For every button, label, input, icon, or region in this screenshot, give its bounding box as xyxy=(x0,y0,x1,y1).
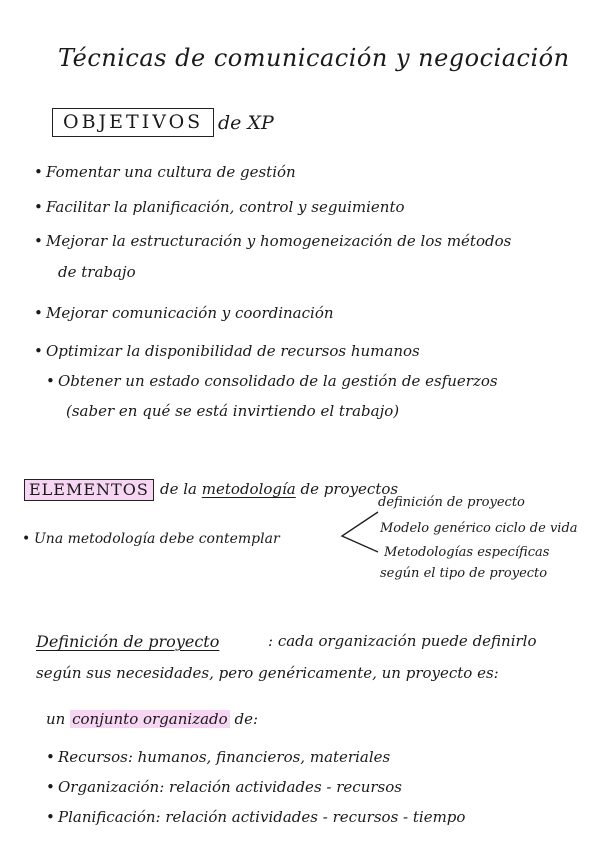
branch-definicion: definición de proyecto xyxy=(378,495,525,510)
branch-metodologias-cont: según el tipo de proyecto xyxy=(380,566,548,581)
objetivos-suffix: de XP xyxy=(218,112,274,134)
objetivo-item-3-cont: de trabajo xyxy=(58,263,136,281)
conjunto-post: de: xyxy=(234,710,259,728)
objetivos-heading: OBJETIVOS xyxy=(52,108,214,137)
elementos-rest-post: de proyectos xyxy=(300,480,399,498)
conjunto-line xyxy=(46,712,258,727)
objetivo-item-6: • Obtener un estado consolidado de la gestión de esfuerzos xyxy=(58,374,498,389)
page-title: Técnicas de comunicación y negociación xyxy=(58,44,570,72)
bracket-icon xyxy=(338,508,380,556)
branch-metodologias: Metodologías específicas xyxy=(384,545,550,560)
elementos-rest-pre: de la xyxy=(160,480,197,498)
objetivo-item-1: • Fomentar una cultura de gestión xyxy=(46,165,296,180)
definicion-line-1: : cada organización puede definirlo xyxy=(268,632,537,650)
conjunto-pre: un xyxy=(46,710,66,728)
definicion-item-3: • Planificación: relación actividades - recursos - tiempo xyxy=(58,810,465,825)
elementos-rest-underlined: metodología xyxy=(201,480,296,498)
objetivo-item-4: • Mejorar comunicación y coordinación xyxy=(46,306,334,321)
definicion-item-1: • Recursos: humanos, financieros, materiales xyxy=(58,750,390,765)
objetivo-item-3: • Mejorar la estructuración y homogeneización de los métodos xyxy=(46,234,511,249)
branch-modelo: Modelo genérico ciclo de vida xyxy=(380,521,578,536)
elementos-heading: ELEMENTOS xyxy=(24,479,154,501)
elementos-bullet: • Una metodología debe contemplar xyxy=(34,532,280,546)
definicion-item-2: • Organización: relación actividades - recursos xyxy=(58,780,402,795)
elementos-subtitle xyxy=(160,482,398,497)
objetivo-item-6-cont: (saber en qué se está invirtiendo el trabajo) xyxy=(66,402,400,420)
conjunto-highlight: conjunto organizado xyxy=(72,710,228,728)
objetivo-item-5: • Optimizar la disponibilidad de recursos humanos xyxy=(46,344,420,359)
definicion-line-2: según sus necesidades, pero genéricamente, un proyecto es: xyxy=(36,664,499,682)
definicion-heading: Definición de proyecto xyxy=(36,632,220,651)
objetivo-item-2: • Facilitar la planificación, control y seguimiento xyxy=(46,200,405,215)
